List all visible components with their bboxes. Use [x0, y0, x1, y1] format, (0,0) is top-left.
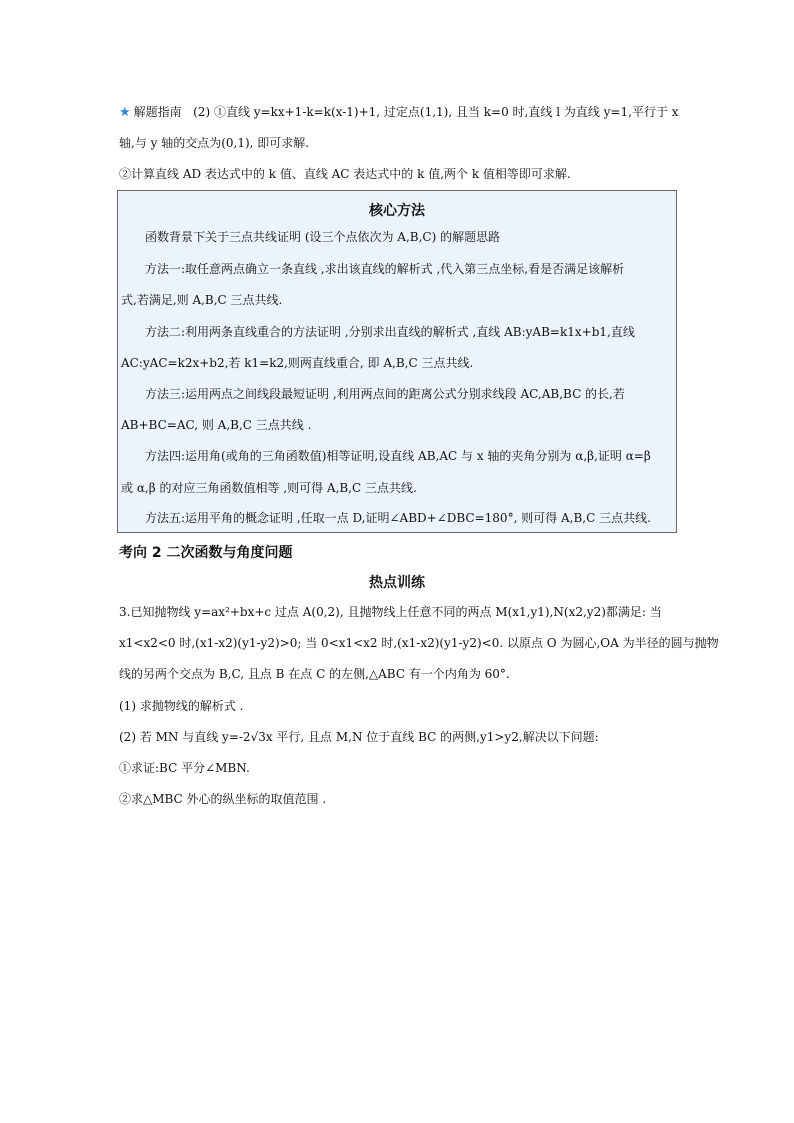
method-4-line-2: 或 α,β 的对应三角函数值相等 ,则可得 A,B,C 三点共线. — [121, 481, 417, 495]
question-1: (1) 求抛物线的解析式 . — [119, 699, 244, 713]
section-heading: 考向 2 二次函数与角度问题 — [119, 545, 293, 561]
guide-line-3: ②计算直线 AD 表达式中的 k 值、直线 AC 表达式中的 k 值,两个 k 值相等即可求解. — [119, 167, 571, 181]
core-method-title: 核心方法 — [369, 203, 425, 219]
section-subheading: 热点训练 — [369, 575, 425, 591]
problem-line-3: 线的另两个交点为 B,C, 且点 B 在点 C 的左侧,△ABC 有一个内角为 60°. — [119, 667, 510, 681]
method-4-line-1: 方法四:运用角(或角的三角函数值)相等证明,设直线 AB,AC 与 x 轴的夹角分别为 α,β,证明 α=β — [145, 449, 651, 463]
method-2-line-2: AC:yAC=k2x+b2,若 k1=k2,则两直线重合, 即 A,B,C 三点共线. — [121, 356, 474, 370]
guide-label: 解题指南 — [133, 105, 182, 119]
question-2: (2) 若 MN 与直线 y=-2√3x 平行, 且点 M,N 位于直线 BC 的两侧,y1>y2,解决以下问题: — [119, 730, 599, 744]
question-2-part-2: ②求△MBC 外心的纵坐标的取值范围 . — [119, 792, 327, 806]
guide-line-2: 轴,与 y 轴的交点为(0,1), 即可求解. — [119, 136, 310, 150]
method-1-line-1: 方法一:取任意两点确立一条直线 ,求出该直线的解析式 ,代入第三点坐标,看是否满足该解析 — [145, 262, 625, 276]
star-icon: ★ — [119, 105, 131, 120]
guide-text-1: (2) ①直线 y=kx+1-k=k(x-1)+1, 过定点(1,1), 且当 k=0 时,直线 l 为直线 y=1,平行于 x — [193, 105, 679, 119]
problem-line-2: x1<x2<0 时,(x1-x2)(y1-y2)>0; 当 0<x1<x2 时,(x1-x2)(y1-y2)<0. 以原点 O 为圆心,OA 为半径的圆与抛物 — [119, 636, 719, 650]
question-2-part-1: ①求证:BC 平分∠MBN. — [119, 761, 250, 775]
core-intro: 函数背景下关于三点共线证明 (设三个点依次为 A,B,C) 的解题思路 — [145, 230, 501, 244]
method-5: 方法五:运用平角的概念证明 ,任取一点 D,证明∠ABD+∠DBC=180°, 则可得 A,B,C 三点共线. — [145, 511, 651, 525]
method-2-line-1: 方法二:利用两条直线重合的方法证明 ,分别求出直线的解析式 ,直线 AB:yAB=k1x+b1,直线 — [145, 325, 635, 339]
problem-line-1: 3.已知抛物线 y=ax²+bx+c 过点 A(0,2), 且抛物线上任意不同的两点 M(x1,y1),N(x2,y2)都满足: 当 — [119, 605, 662, 619]
guide-line-1 — [119, 104, 679, 121]
method-3-line-1: 方法三:运用两点之间线段最短证明 ,利用两点间的距离公式分别求线段 AC,AB,BC 的长,若 — [145, 387, 625, 401]
method-3-line-2: AB+BC=AC, 则 A,B,C 三点共线 . — [121, 418, 312, 432]
method-1-line-2: 式,若满足,则 A,B,C 三点共线. — [121, 293, 283, 307]
